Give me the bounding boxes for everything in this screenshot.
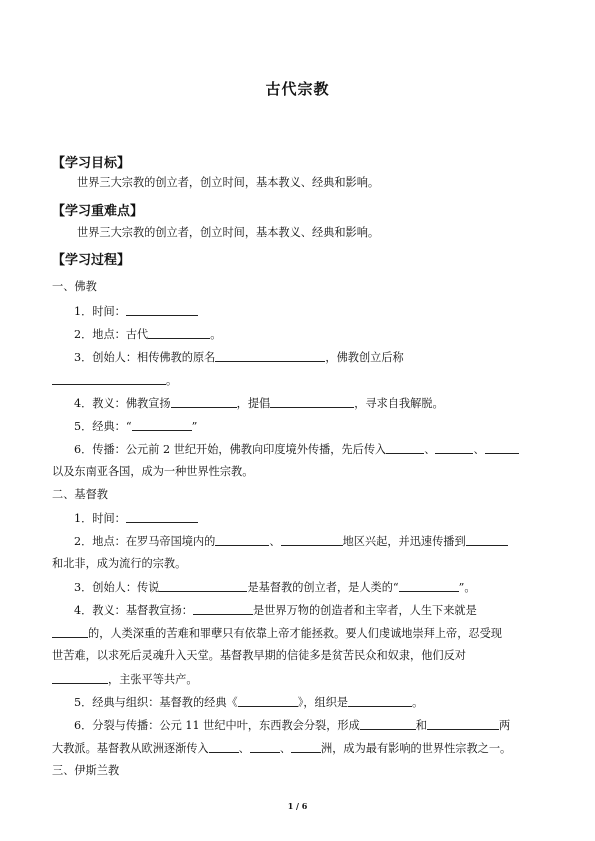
label: 两: [498, 719, 511, 732]
blank: [126, 304, 198, 316]
blank: [281, 534, 343, 546]
label: 4．教义：基督教宣扬：: [74, 604, 193, 617]
blank: [348, 695, 412, 707]
buddhism-place: [74, 327, 221, 342]
label: 2．地点：在罗马帝国境内的: [74, 535, 216, 548]
heading-buddhism: 一、佛教: [52, 280, 97, 293]
goal-text: 世界三大宗教的创立者，创立时间，基本教义、经典和影响。: [77, 176, 380, 189]
blank: [126, 511, 198, 523]
blank: [52, 373, 166, 385]
label: ，提倡: [236, 397, 271, 410]
blank: [291, 741, 321, 753]
label: 。: [412, 696, 424, 709]
buddhism-time: [74, 304, 198, 319]
christianity-time: [74, 511, 198, 526]
label: 4．教义：佛教宣扬: [74, 397, 171, 410]
label: ，寻求自我解脱。: [354, 397, 444, 410]
buddhism-founder-cont: [52, 373, 177, 388]
label: ，主张平等共产。: [108, 673, 198, 686]
label: 》，组织是: [297, 696, 349, 709]
blank: [209, 741, 239, 753]
label: 。: [166, 374, 178, 387]
label: 、: [279, 742, 292, 755]
label: 和: [415, 719, 427, 732]
christianity-founder: [74, 580, 476, 595]
blank: [250, 741, 280, 753]
blank: [148, 327, 210, 339]
section-key-points: 【学习重难点】: [52, 204, 144, 219]
christianity-scripture: [74, 695, 423, 710]
blank: [193, 603, 253, 615]
section-learning-process: 【学习过程】: [52, 253, 131, 268]
blank: [171, 396, 237, 408]
label: 、: [238, 742, 250, 755]
buddhism-spread: [74, 442, 519, 457]
page-number: 1 / 6: [287, 801, 308, 811]
label: 1．时间：: [74, 512, 126, 525]
buddhism-doctrine: [74, 396, 444, 411]
blank: [466, 534, 508, 546]
buddhism-founder: [74, 350, 404, 365]
label: 3．创始人：传说: [74, 581, 160, 594]
label: 6．分裂与传播：公元 11 世纪中叶，东西教会分裂，形成: [74, 719, 360, 732]
blank: [52, 672, 108, 684]
blank: [215, 534, 269, 546]
blank: [270, 396, 354, 408]
blank: [52, 626, 88, 638]
label: 6．传播：公元前 2 世纪开始，佛教向印度境外传播，先后传入: [74, 443, 387, 456]
blank: [360, 718, 416, 730]
blank: [485, 442, 519, 454]
label: 、: [473, 443, 485, 456]
label: 、: [269, 535, 281, 548]
label: 是基督教的创立者，是人类的“: [247, 581, 399, 594]
page-title: 古代宗教: [265, 80, 330, 98]
label: ，佛教创立后称: [325, 351, 404, 364]
label: 5．经典与组织：基督教的经典《: [74, 696, 238, 709]
label: 是世界万物的创造者和主宰者，人生下来就是: [253, 604, 477, 617]
christianity-doctrine-2: [52, 626, 502, 641]
label: 2．地点：古代: [74, 328, 149, 341]
blank: [427, 718, 499, 730]
buddhism-spread-cont: 以及东南亚各国，成为一种世界性宗教。: [52, 465, 254, 478]
label: 大教派。基督教从欧洲逐渐传入: [52, 742, 209, 755]
blank: [159, 580, 247, 592]
label: ”: [191, 420, 198, 433]
label: 、: [424, 443, 436, 456]
heading-islam: 三、伊斯兰教: [52, 764, 120, 777]
label: 地区兴起，并迅速传播到: [342, 535, 466, 548]
label: 5．经典：“: [74, 420, 132, 433]
label: 3．创始人：相传佛教的原名: [74, 351, 216, 364]
christianity-doctrine: [74, 603, 477, 618]
christianity-place: [74, 534, 508, 549]
heading-christianity: 二、基督教: [52, 488, 108, 501]
label: 1．时间：: [74, 305, 126, 318]
label: 的，人类深重的苦难和罪孽只有依靠上帝才能拯救。要人们虔诚地崇拜上帝，忍受现: [88, 627, 502, 640]
christianity-schism: [74, 718, 510, 733]
blank: [215, 350, 325, 362]
blank: [399, 580, 459, 592]
blank: [435, 442, 473, 454]
christianity-place-cont: 和北非，成为流行的宗教。: [52, 557, 187, 570]
buddhism-scripture: [74, 419, 197, 434]
label: 洲，成为最有影响的世界性宗教之一。: [321, 742, 512, 755]
christianity-doctrine-4: [52, 672, 198, 687]
christianity-doctrine-3: 世苦难，以求死后灵魂升入天堂。基督教早期的信徒多是贫苦民众和奴隶，他们反对: [52, 649, 466, 662]
label: ”。: [458, 581, 476, 594]
label: 。: [210, 328, 222, 341]
blank: [238, 695, 298, 707]
key-text: 世界三大宗教的创立者，创立时间，基本教义、经典和影响。: [77, 226, 380, 239]
blank: [132, 419, 192, 431]
christianity-schism-cont: [52, 741, 511, 756]
section-learning-goals: 【学习目标】: [52, 156, 131, 171]
blank: [386, 442, 424, 454]
